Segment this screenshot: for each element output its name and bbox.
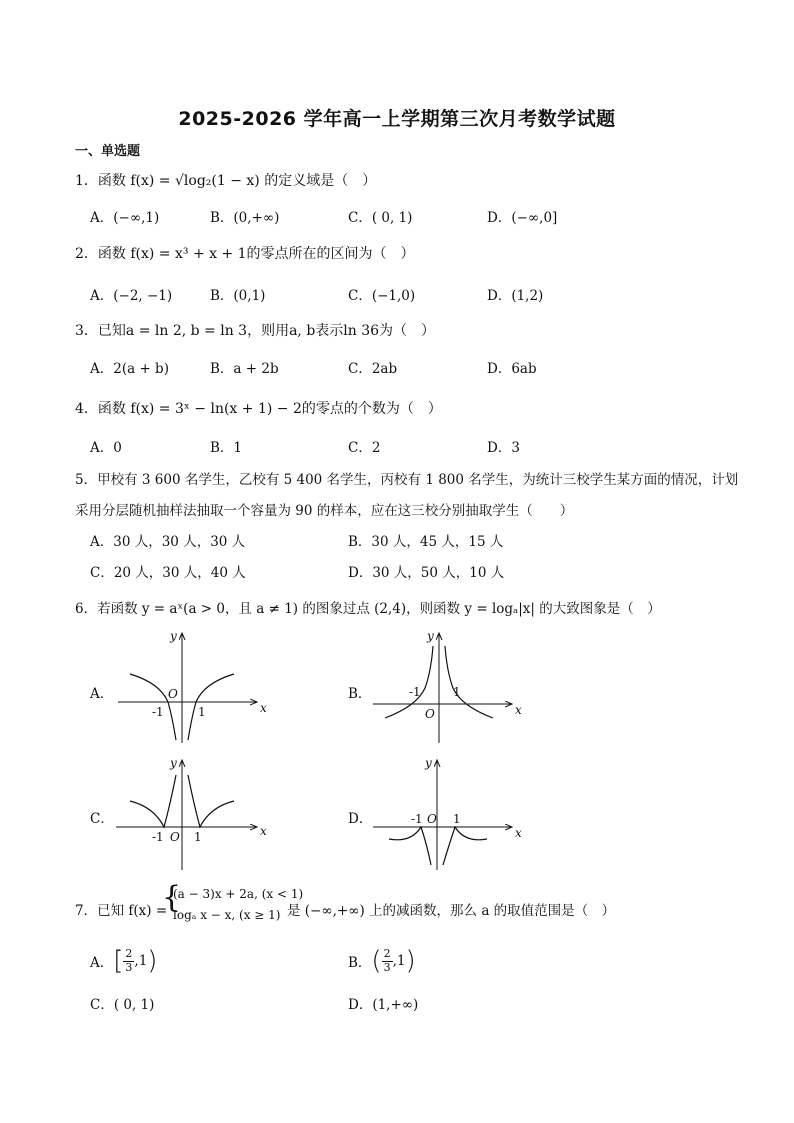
q3-option-d[interactable]: D．6ab (487, 361, 537, 377)
graph-option-c (110, 755, 270, 873)
fraction (123, 948, 134, 973)
question-6-stem: 6．若函数 y = aˣ(a > 0，且 a ≠ 1) 的图象过点 (2,4)，则函数 y = logₐ|x| 的大致图象是（ ） (75, 601, 661, 617)
q3-option-c[interactable]: C．2ab (348, 361, 398, 377)
fraction-numerator: 2 (125, 947, 133, 961)
q7-option-d[interactable]: D．(1,+∞) (348, 997, 419, 1013)
one-label: 1 (194, 830, 202, 844)
graph-option-a (110, 628, 270, 746)
neg-one-label: -1 (411, 812, 423, 826)
left-paren-icon: ( (371, 946, 382, 976)
x-axis-label: x (515, 703, 522, 717)
q5-option-c[interactable]: C．20 人，30 人，40 人 (90, 565, 246, 581)
q4-option-b[interactable]: B．1 (210, 440, 243, 456)
q1-option-a[interactable]: A．(−∞,1) (90, 210, 160, 226)
question-7-suffix: 是 (−∞,+∞) 上的减函数，那么 a 的取值范围是（ ） (287, 903, 616, 919)
question-4-stem: 4．函数 f(x) = 3ˣ − ln(x + 1) − 2的零点的个数为（ ） (75, 401, 442, 417)
q3-option-a[interactable]: A．2(a + b) (90, 361, 169, 377)
q5-option-d[interactable]: D．30 人，50 人，10 人 (348, 565, 505, 581)
q7-option-a-label: A． (90, 955, 114, 971)
one-label: 1 (198, 705, 206, 719)
q5-option-b[interactable]: B．30 人，45 人，15 人 (348, 534, 504, 550)
interval-tail: ,1 (392, 953, 406, 969)
right-paren-icon: ) (405, 946, 416, 976)
q4-option-a[interactable]: A．0 (90, 440, 122, 456)
question-7-prefix: 7．已知 f(x) = (75, 903, 168, 919)
graph-option-d (365, 755, 525, 873)
neg-one-label: -1 (152, 705, 164, 719)
piecewise-line-2: logₐ x − x, (x ≥ 1) (173, 908, 281, 922)
x-axis-label: x (260, 701, 267, 715)
piecewise-line-1: (a − 3)x + 2a, (x < 1) (173, 887, 304, 901)
interval-tail: ,1 (134, 953, 148, 969)
question-1-stem: 1．函数 f(x) = √log₂(1 − x) 的定义域是（ ） (75, 173, 377, 189)
one-label: 1 (453, 812, 461, 826)
one-label: 1 (453, 685, 461, 699)
q6-option-c[interactable]: C． (90, 811, 114, 827)
q1-option-c[interactable]: C．( 0, 1) (348, 210, 413, 226)
question-5-stem-line1: 5．甲校有 3 600 名学生，乙校有 5 400 名学生，丙校有 1 800 名学生，为统计三校学生某方面的情况，计划 (75, 472, 739, 488)
origin-label: O (425, 707, 435, 721)
page-title: 2025-2026 学年高一上学期第三次月考数学试题 (178, 108, 616, 130)
y-axis-label: y (425, 756, 432, 770)
graph-option-b (365, 628, 525, 746)
q7-option-c[interactable]: C．( 0, 1) (90, 997, 155, 1013)
origin-label: O (170, 830, 180, 844)
x-axis-label: x (260, 824, 267, 838)
q3-option-b[interactable]: B．a + 2b (210, 361, 279, 377)
q1-option-d[interactable]: D．(−∞,0] (487, 210, 558, 226)
q7-option-b[interactable] (348, 946, 416, 976)
left-bracket-icon: [ (113, 946, 124, 976)
fraction-denominator: 3 (125, 960, 133, 974)
right-paren-icon: ) (147, 946, 158, 976)
q7-option-b-label: B． (348, 955, 372, 971)
x-axis-label: x (515, 826, 522, 840)
q2-option-d[interactable]: D．(1,2) (487, 288, 544, 304)
q6-option-d[interactable]: D． (348, 811, 373, 827)
fraction-numerator: 2 (383, 947, 391, 961)
piecewise-brace-icon: { (162, 880, 182, 915)
y-axis-label: y (170, 756, 177, 770)
q5-option-a[interactable]: A．30 人，30 人，30 人 (90, 534, 246, 550)
neg-one-label: -1 (409, 685, 421, 699)
question-3-stem: 3．已知a = ln 2, b = ln 3，则用a, b表示ln 36为（ ） (75, 323, 436, 339)
q1-option-b[interactable]: B．(0,+∞) (210, 210, 280, 226)
fraction-denominator: 3 (383, 960, 391, 974)
q4-option-c[interactable]: C．2 (348, 440, 381, 456)
q6-option-b[interactable]: B． (348, 686, 372, 702)
q2-option-c[interactable]: C．(−1,0) (348, 288, 416, 304)
y-axis-label: y (427, 629, 434, 643)
origin-label: O (427, 812, 437, 826)
question-2-stem: 2．函数 f(x) = x³ + x + 1的零点所在的区间为（ ） (75, 246, 415, 262)
fraction (382, 948, 393, 973)
q2-option-a[interactable]: A．(−2, −1) (90, 288, 173, 304)
neg-one-label: -1 (152, 830, 164, 844)
origin-label: O (168, 687, 178, 701)
q7-option-a[interactable] (90, 946, 157, 976)
section-heading: 一、单选题 (75, 144, 141, 159)
q6-option-a[interactable]: A． (90, 686, 114, 702)
y-axis-label: y (170, 629, 177, 643)
q2-option-b[interactable]: B．(0,1) (210, 288, 266, 304)
question-5-stem-line2: 采用分层随机抽样法抽取一个容量为 90 的样本，应在这三校分别抽取学生（ ） (75, 503, 574, 519)
q4-option-d[interactable]: D．3 (487, 440, 520, 456)
